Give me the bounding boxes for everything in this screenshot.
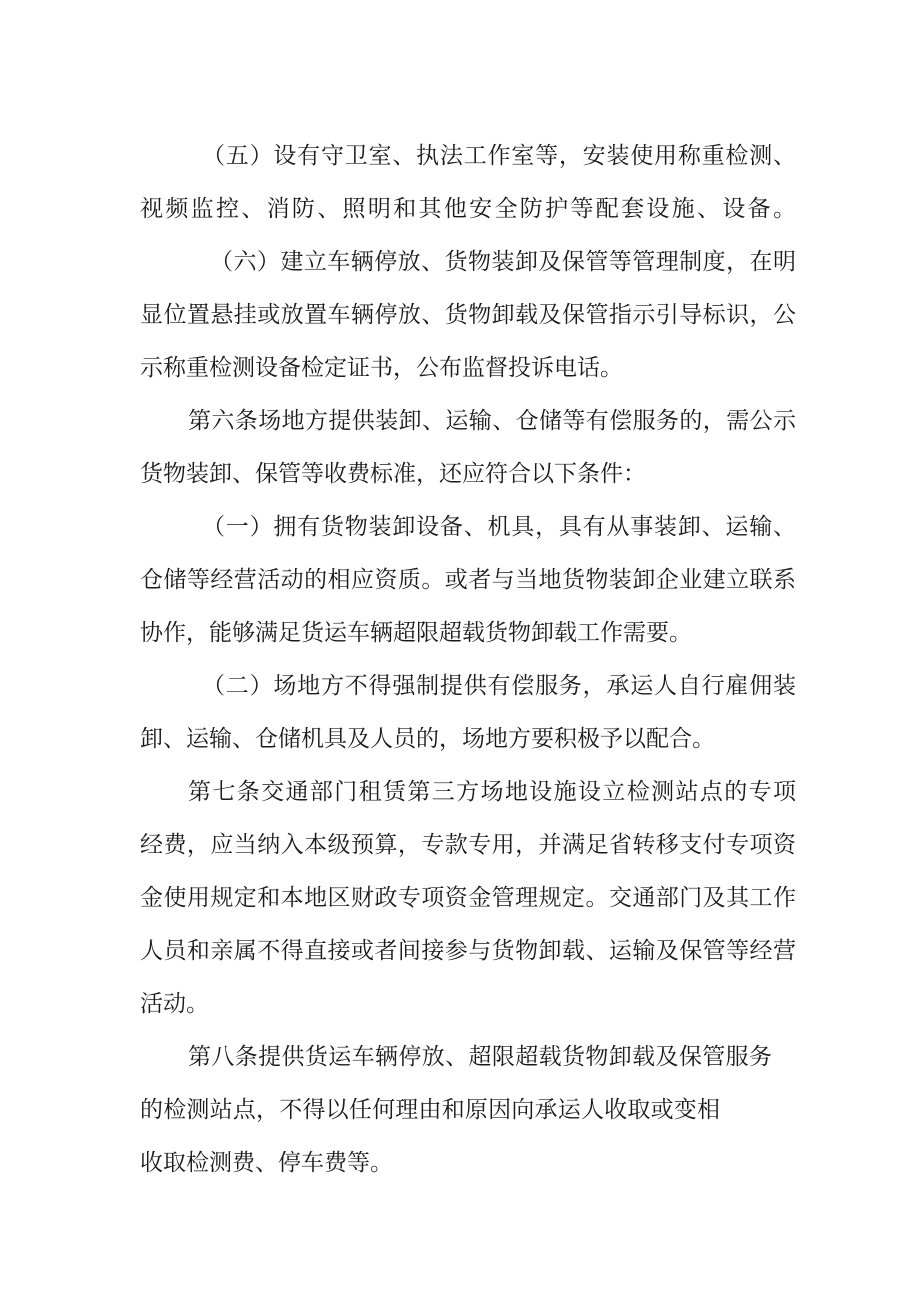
- text-line: 经费，应当纳入本级预算，专款专用，并满足省转移支付专项资: [140, 832, 796, 858]
- text-line: 视频监控、消防、照明和其他安全防护等配套设施、设备。: [140, 196, 796, 222]
- text-line: （六）建立车辆停放、货物装卸及保管等管理制度，在明: [210, 249, 796, 275]
- text-line: 第八条提供货运车辆停放、超限超载货物卸载及保管服务: [188, 1044, 772, 1070]
- text-line: 人员和亲属不得直接或者间接参与货物卸载、运输及保管等经营: [140, 938, 796, 964]
- text-line: 显位置悬挂或放置车辆停放、货物卸载及保管指示引导标识，公: [140, 302, 796, 328]
- text-line: （一）拥有货物装卸设备、机具，具有从事装卸、运输、: [202, 514, 796, 540]
- text-line: 第六条场地方提供装卸、运输、仓储等有偿服务的，需公示: [188, 408, 796, 434]
- text-line: 第七条交通部门租赁第三方场地设施设立检测站点的专项: [188, 779, 796, 805]
- text-line: 收取检测费、停车费等。: [140, 1150, 393, 1176]
- text-line: 的检测站点，不得以任何理由和原因向承运人收取或变相: [140, 1097, 720, 1123]
- text-line: 仓储等经营活动的相应资质。或者与当地货物装卸企业建立联系: [140, 567, 796, 593]
- text-line: 示称重检测设备检定证书，公布监督投诉电话。: [140, 355, 623, 381]
- text-line: 金使用规定和本地区财政专项资金管理规定。交通部门及其工作: [140, 885, 796, 911]
- text-line: （二）场地方不得强制提供有偿服务，承运人自行雇佣装: [202, 673, 796, 699]
- text-line: 货物装卸、保管等收费标准，还应符合以下条件：: [140, 461, 646, 487]
- text-line: 卸、运输、仓储机具及人员的，场地方要积极予以配合。: [140, 726, 715, 752]
- text-line: 协作，能够满足货运车辆超限超载货物卸载工作需要。: [140, 620, 692, 646]
- text-line: 活动。: [140, 991, 209, 1017]
- text-line: （五）设有守卫室、执法工作室等，安装使用称重检测、: [202, 143, 796, 169]
